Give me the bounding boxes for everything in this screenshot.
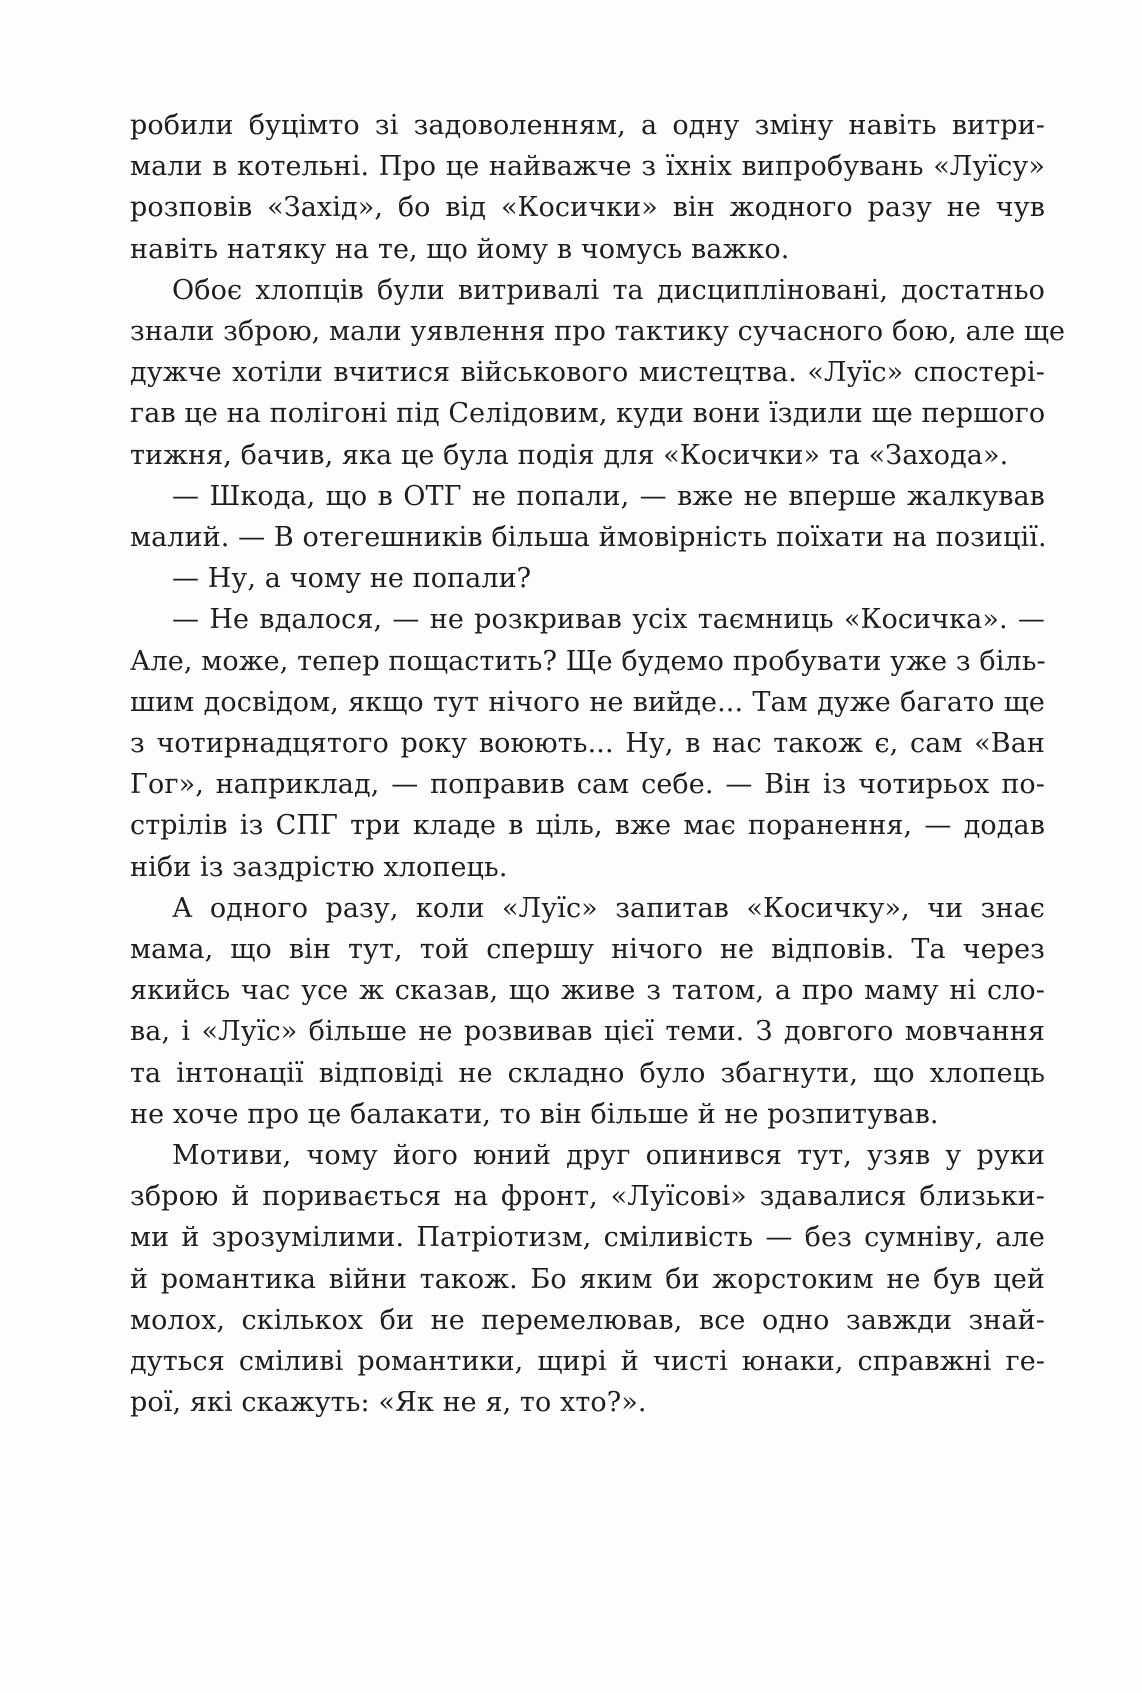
text-line: А одного разу, коли «Луїс» запитав «Косичку», чи знає	[172, 892, 1045, 924]
text-line: — Не вдалося, — не розкривав усіх таємниць «Косичка». —	[172, 604, 1045, 636]
text-line: гав це на полігоні під Селідовим, куди вони їздили ще першого	[130, 398, 1046, 430]
text-line: стрілів із СПГ три кладе в ціль, вже має поранення, — додав	[130, 810, 1045, 842]
text-line: ми й зрозумілими. Патріотизм, сміливість — без сумніву, але	[130, 1222, 1045, 1254]
text-line: з чотирнадцятого року воюють... Ну, в нас також є, сам «Ван	[130, 728, 1045, 760]
text-line: ва, і «Луїс» більше не розвивав цієї теми. З довгого мовчання	[130, 1016, 1045, 1048]
text-line: мали в котельні. Про це найважче з їхніх випробувань «Луїсу»	[130, 151, 1045, 183]
text-line: ніби із заздрістю хлопець.	[130, 851, 508, 883]
text-line: мама, що він тут, той спершу нічого не відповів. Та через	[130, 934, 1045, 966]
text-line: рої, які скажуть: «Як не я, то хто?».	[130, 1387, 647, 1419]
text-line: дуться сміливі романтики, щирі й чисті юнаки, справжні ге-	[130, 1346, 1045, 1378]
text-line: якийсь час усе ж сказав, що живе з татом, а про маму ні сло-	[130, 975, 1045, 1007]
paragraph	[130, 476, 1045, 558]
text-line: дужче хотіли вчитися військового мистецтва. «Луїс» спостері-	[130, 357, 1045, 389]
text-line: тижня, бачив, яка це була подія для «Косички» та «Захода».	[130, 439, 1009, 471]
text-line: Гог», наприклад, — поправив сам себе. — Він із чотирьох по-	[130, 769, 1045, 801]
text-line: Обоє хлопців були витривалі та дисципліновані, достатньо	[172, 274, 1045, 306]
paragraph	[130, 270, 1066, 476]
text-line: молох, скількох би не перемелював, все одно завжди знай-	[130, 1304, 1045, 1336]
page-body-text	[130, 105, 1066, 1424]
text-line: Але, може, тепер пощастить? Ще будемо пробувати уже з біль-	[130, 645, 1046, 677]
text-line: не хоче про це балакати, то він більше й не розпитував.	[130, 1098, 939, 1130]
text-line: знали зброю, мали уявлення про тактику сучасного бою, але ще	[130, 316, 1066, 348]
paragraph	[130, 558, 1045, 599]
text-line: шим досвідом, якщо тут нічого не вийде... Там дуже багато ще	[130, 686, 1045, 718]
text-line: зброю й поривається на фронт, «Луїсові» здавалися близьки-	[130, 1181, 1045, 1213]
text-line: — Шкода, що в ОТГ не попали, — вже не вперше жалкував	[172, 480, 1045, 512]
paragraph	[130, 105, 1045, 270]
text-line: робили буцімто зі задоволенням, а одну зміну навіть витри-	[130, 110, 1045, 141]
text-line: та інтонації відповіді не складно було збагнути, що хлопець	[130, 1057, 1045, 1089]
text-line: розповів «Захід», бо від «Косички» він жодного разу не чув	[130, 192, 1045, 224]
paragraph	[130, 1135, 1045, 1423]
paragraph	[130, 888, 1045, 1135]
paragraph	[130, 599, 1045, 887]
text-line: малий. — В отегешників більша ймовірність поїхати на позиції.	[130, 522, 1047, 554]
text-line: навіть натяку на те, що йому в чомусь важко.	[130, 233, 790, 265]
text-line: й романтика війни також. Бо яким би жорстоким не був цей	[130, 1263, 1045, 1295]
text-line: — Ну, а чому не попали?	[172, 563, 532, 595]
text-line: Мотиви, чому його юний друг опинився тут, узяв у руки	[172, 1140, 1045, 1172]
